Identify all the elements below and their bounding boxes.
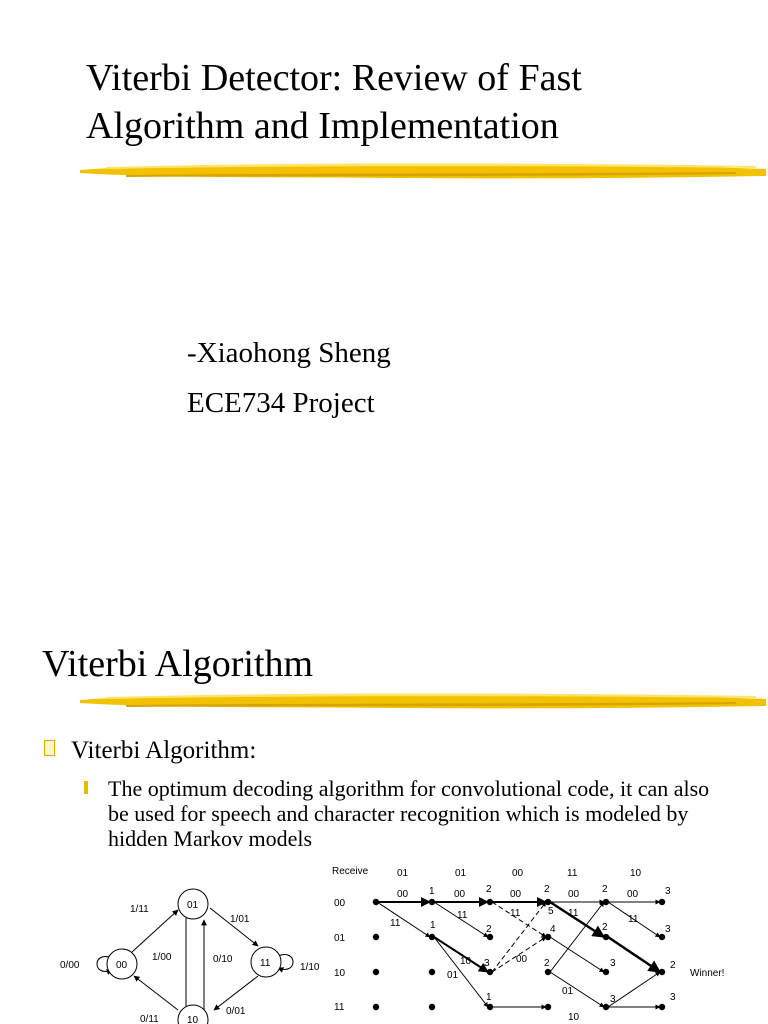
trellis-node — [373, 899, 379, 905]
transition-arrow — [132, 910, 178, 952]
received-symbol: 11 — [567, 868, 578, 879]
path-metric: 1 — [486, 992, 492, 1003]
viterbi-algorithm-slide — [0, 600, 768, 1024]
bullet-level2-text: The optimum decoding algorithm for convolutional code, it can also be used for speech and character recognition which is modeled by hidden Markov models — [108, 776, 710, 851]
title-underline-brush — [76, 156, 768, 182]
slide-title: Viterbi Detector: Review of Fast Algorithm and Implementation — [86, 57, 582, 147]
transition-arrow — [134, 976, 178, 1010]
state-label: 01 — [187, 900, 199, 911]
branch-label: 01 — [447, 970, 459, 981]
received-symbol: 01 — [397, 868, 409, 879]
trellis-node — [659, 899, 665, 905]
trellis-state-label: 01 — [334, 933, 346, 944]
trellis-state-label: 00 — [334, 898, 346, 909]
received-symbol: 00 — [512, 868, 524, 879]
trellis-node — [429, 1004, 435, 1010]
path-metric: 3 — [665, 886, 671, 897]
branch-label: 11 — [568, 908, 579, 919]
trellis-node — [545, 969, 551, 975]
path-metric: 3 — [670, 992, 676, 1003]
state-label: 11 — [260, 958, 271, 969]
branch-label: 01 — [562, 986, 574, 997]
trellis-node — [429, 899, 435, 905]
bullet-square-icon — [44, 740, 55, 756]
branch-label: 00 — [568, 889, 580, 900]
path-metric: 4 — [550, 924, 556, 935]
path-metric: 2 — [602, 922, 608, 933]
path-metric: 3 — [484, 958, 490, 969]
branch-label: 00 — [454, 889, 466, 900]
path-metric: 2 — [486, 884, 492, 895]
trellis-node — [373, 934, 379, 940]
path-metric: 2 — [486, 924, 492, 935]
transition-label: 0/00 — [60, 960, 80, 971]
transition-label: 1/10 — [300, 962, 320, 973]
branch-label: 00 — [510, 889, 522, 900]
branch-label: 00 — [627, 889, 639, 900]
trellis-node — [429, 934, 435, 940]
state-label: 00 — [116, 960, 128, 971]
path-metric: 5 — [548, 906, 554, 917]
trellis-node — [429, 969, 435, 975]
path-metric: 2 — [670, 960, 676, 971]
transition-label: 0/11 — [140, 1014, 159, 1024]
transition-label: 1/00 — [152, 952, 172, 963]
trellis-branch — [608, 937, 660, 972]
trellis-branch — [550, 937, 604, 972]
trellis-branch — [550, 972, 604, 1007]
path-metric: 3 — [610, 994, 616, 1005]
transition-label: 1/11 — [130, 904, 149, 915]
trellis-branch — [434, 937, 488, 1007]
trellis-node — [603, 899, 609, 905]
trellis-state-label: 11 — [334, 1002, 345, 1013]
path-metric: 3 — [610, 958, 616, 969]
bullet-level1 — [44, 736, 256, 766]
trellis-branch — [608, 972, 660, 1007]
winner-label: Winner! — [690, 968, 725, 979]
transition-label: 0/10 — [213, 954, 233, 965]
author-name: -Xiaohong Sheng — [187, 337, 391, 369]
state-label: 10 — [187, 1015, 199, 1024]
path-metric: 2 — [602, 884, 608, 895]
trellis-node — [659, 1004, 665, 1010]
branch-label: 00 — [397, 889, 409, 900]
trellis-state-label: 10 — [334, 968, 346, 979]
transition-label: 1/01 — [230, 914, 250, 925]
project-name: ECE734 Project — [187, 387, 375, 419]
trellis-node — [603, 934, 609, 940]
trellis-diagram — [322, 862, 768, 1024]
trellis-node — [603, 969, 609, 975]
branch-label: 10 — [568, 1012, 580, 1023]
title-underline-brush — [76, 686, 768, 712]
path-metric: 2 — [544, 958, 550, 969]
slide-title: Viterbi Algorithm — [42, 643, 314, 685]
received-symbol: 01 — [455, 868, 467, 879]
trellis-node — [373, 1004, 379, 1010]
branch-label: 11 — [510, 908, 521, 919]
path-metric: 2 — [544, 884, 550, 895]
state-diagram — [50, 870, 340, 1024]
trellis-node — [487, 899, 493, 905]
trellis-node — [603, 1004, 609, 1010]
path-metric: 1 — [430, 920, 436, 931]
branch-label: 00 — [516, 954, 528, 965]
received-symbol: 10 — [630, 868, 642, 879]
branch-label: 11 — [457, 910, 468, 921]
bullet-level1-text: Viterbi Algorithm: — [71, 737, 257, 764]
branch-label: 10 — [460, 956, 472, 967]
transition-label: 0/01 — [226, 1006, 246, 1017]
bullet-bar-icon — [84, 781, 88, 794]
transition-arrow — [214, 976, 258, 1010]
trellis-node — [487, 1004, 493, 1010]
branch-label: 11 — [628, 914, 639, 925]
trellis-branch — [377, 902, 430, 937]
bullet-level2 — [88, 776, 728, 851]
trellis-node — [373, 969, 379, 975]
trellis-node — [545, 1004, 551, 1010]
path-metric: 3 — [665, 924, 671, 935]
trellis-node — [659, 969, 665, 975]
trellis-node — [487, 969, 493, 975]
receive-label: Receive — [332, 866, 369, 877]
path-metric: 1 — [429, 886, 435, 897]
trellis-node — [545, 899, 551, 905]
branch-label: 11 — [390, 918, 401, 929]
